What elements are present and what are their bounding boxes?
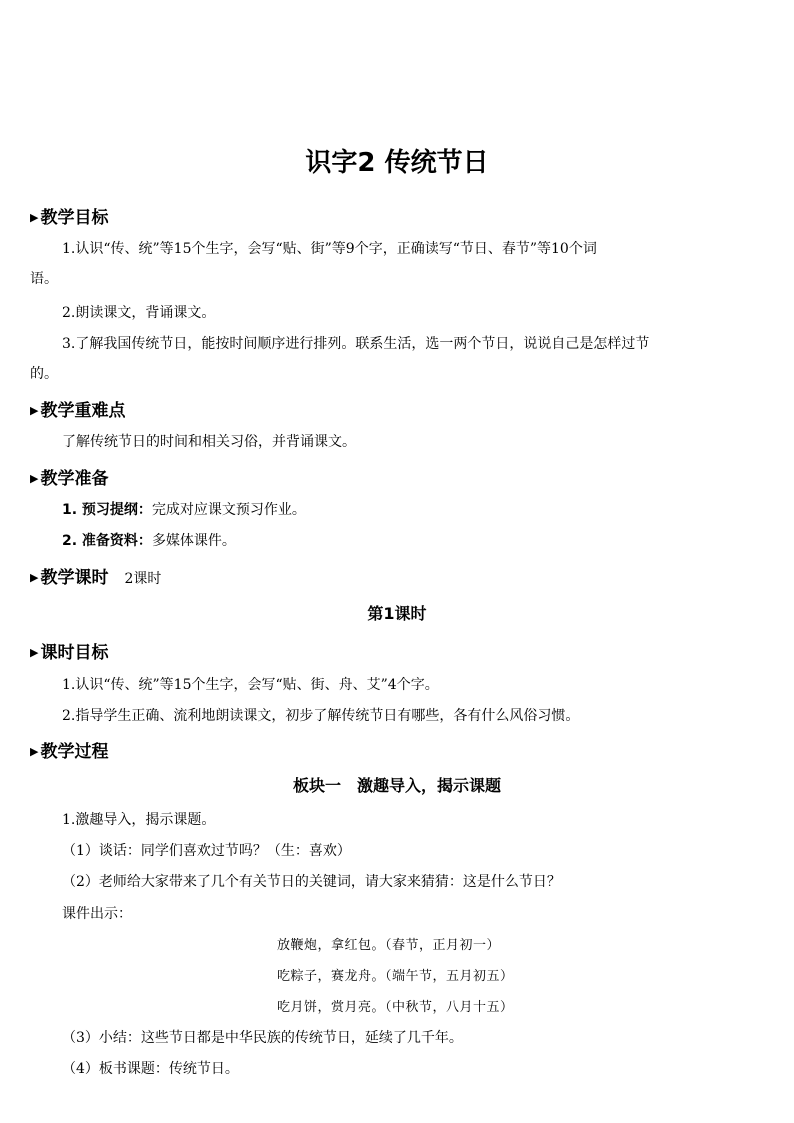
process-line-3: （2）老师给大家带来了几个有关节日的关键词，请大家来猜猜：这是什么节日？ <box>62 874 561 890</box>
goal-line-3-cont: 的。 <box>30 366 58 382</box>
section-heading-goals: ▶ 教学目标 <box>30 208 109 228</box>
section-heading-key-points: ▶ 教学重难点 <box>30 401 126 421</box>
section-heading-process: ▶ 教学过程 <box>30 742 109 762</box>
goal-line-3: 3.了解我国传统节日，能按时间顺序进行排列。联系生活，选一两个节日，说说自己是怎样过节 <box>62 336 650 352</box>
triangle-marker-icon: ▶ <box>30 404 39 417</box>
block-title: 板块一 激趣导入，揭示课题 <box>292 776 501 795</box>
triangle-marker-icon: ▶ <box>30 211 39 224</box>
page-title: 识字2 传统节日 <box>305 148 489 178</box>
process-line-1: 1.激趣导入，揭示课题。 <box>62 812 216 828</box>
triangle-marker-icon: ▶ <box>30 472 39 485</box>
triangle-marker-icon: ▶ <box>30 646 39 659</box>
section-heading-hours: ▶ 教学课时 2课时 <box>30 568 162 588</box>
goal-line-2: 2.朗读课文，背诵课文。 <box>62 305 216 321</box>
process-line-4: 课件出示： <box>62 906 132 922</box>
slide-line-1: 放鞭炮，拿红包。（春节，正月初一） <box>277 938 501 953</box>
lesson-1-title: 第1课时 <box>367 604 427 623</box>
triangle-marker-icon: ▶ <box>30 745 39 758</box>
lesson-goal-line-1: 1.认识“传、统”等15个生字，会写“贴、街、舟、艾”4个字。 <box>62 677 439 693</box>
section-heading-lesson-goals: ▶ 课时目标 <box>30 643 109 663</box>
section-heading-preparation: ▶ 教学准备 <box>30 469 109 489</box>
process-line-2: （1）谈话：同学们喜欢过节吗？（生：喜欢） <box>62 843 351 859</box>
goal-line-1: 1.认识“传、统”等15个生字，会写“贴、街”等9个字，正确读写“节日、春节”等10个词 <box>62 241 597 257</box>
key-points-text: 了解传统节日的时间和相关习俗，并背诵课文。 <box>62 434 356 450</box>
goal-line-1-cont: 语。 <box>30 271 58 287</box>
lesson-goal-line-2: 2.指导学生正确、流利地朗读课文，初步了解传统节日有哪些，各有什么风俗习惯。 <box>62 708 580 724</box>
process-board-title: （4）板书课题：传统节日。 <box>62 1061 239 1077</box>
slide-line-2: 吃粽子，赛龙舟。（端午节，五月初五） <box>277 969 514 984</box>
process-summary: （3）小结：这些节日都是中华民族的传统节日，延续了几千年。 <box>62 1030 463 1046</box>
prep-item-1: 1. 预习提纲：完成对应课文预习作业。 <box>62 502 306 518</box>
slide-line-3: 吃月饼，赏月亮。（中秋节，八月十五） <box>277 1000 514 1015</box>
hours-value: 2课时 <box>124 571 162 587</box>
triangle-marker-icon: ▶ <box>30 571 39 584</box>
prep-item-2: 2. 准备资料：多媒体课件。 <box>62 533 236 549</box>
